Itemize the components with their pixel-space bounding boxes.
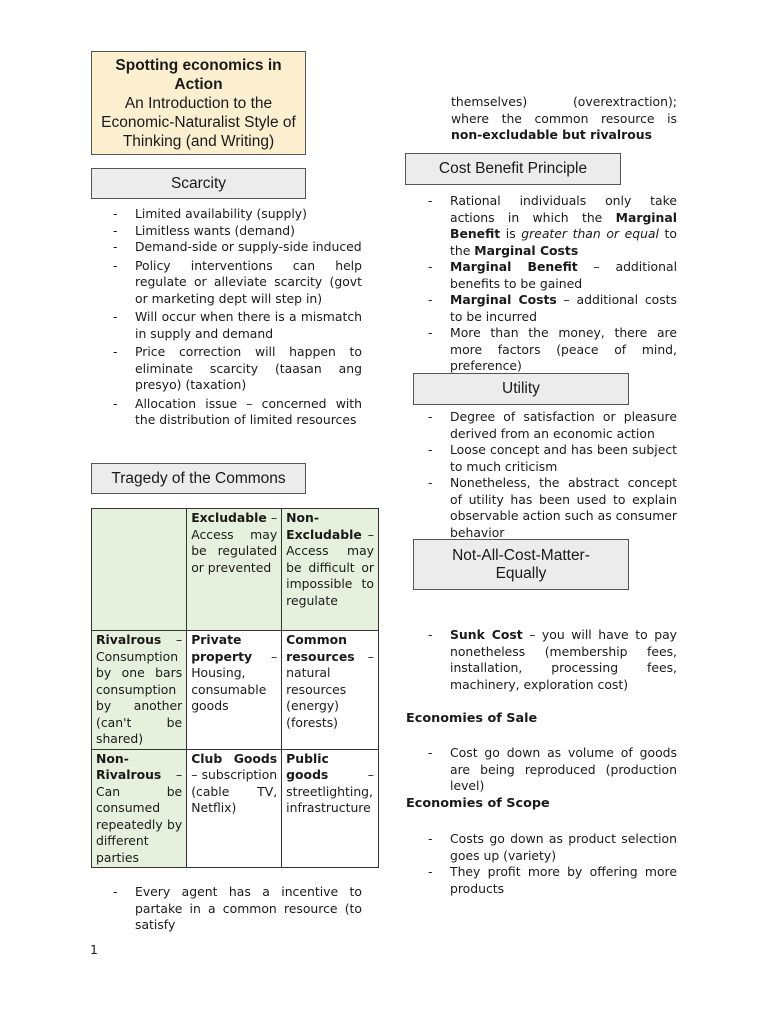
page-number: 1 — [90, 942, 98, 957]
tragedy-heading: Tragedy of the Commons — [91, 463, 306, 494]
sunk-cost-list — [406, 627, 677, 693]
tragedy-list — [91, 884, 362, 934]
list-item: - Demand-side or supply-side induced — [91, 239, 362, 256]
list-item: - Costs go down as product selection goes up (variety) — [406, 831, 677, 864]
not-all-cost-heading: Not-All-Cost-Matter-Equally — [413, 539, 629, 590]
list-item: - They profit more by offering more products — [406, 864, 677, 897]
goods-classification-table — [91, 508, 379, 868]
utility-list — [406, 409, 677, 541]
list-item: - Every agent has a incentive to partake in a common resource (to satisfy — [91, 884, 362, 934]
table-row-header-non-rivalrous: Non-Rivalrous – Can be consumed repeatedly by different parties — [92, 749, 187, 868]
economies-of-sale-heading: Economies of Sale — [406, 711, 538, 726]
list-item: - More than the money, there are more factors (peace of mind, preference) — [406, 325, 677, 375]
list-item: - Marginal Benefit – additional benefits to be gained — [406, 259, 677, 292]
list-item: - Policy interventions can help regulate or alleviate scarcity (govt or marketing dept will step in) — [91, 258, 362, 308]
list-item: - Will occur when there is a mismatch in supply and demand — [91, 309, 362, 342]
list-item: - Allocation issue – concerned with the distribution of limited resources — [91, 396, 362, 429]
list-item: - Limited availability (supply) — [91, 206, 362, 223]
table-cell-club-goods: Club Goods – subscription (cable TV, Netflix) — [187, 749, 282, 868]
scarcity-heading: Scarcity — [91, 168, 306, 199]
list-item: - Limitless wants (demand) — [91, 223, 362, 240]
document-subtitle: An Introduction to the Economic-Naturalist Style of Thinking (and Writing) — [101, 95, 296, 150]
list-item: - Marginal Costs – additional costs to be incurred — [406, 292, 677, 325]
cost-benefit-list — [406, 193, 677, 375]
list-item: - Price correction will happen to eliminate scarcity (taasan ang presyo) (taxation) — [91, 344, 362, 394]
table-cell-common-resources: Common resources – natural resources (energy) (forests) — [282, 631, 379, 750]
table-corner-cell — [92, 509, 187, 631]
list-item: - Cost go down as volume of goods are being reproduced (production level) — [406, 745, 677, 795]
list-item: - Sunk Cost – you will have to pay nonetheless (membership fees, installation, processing fees, machinery, exploration cost) — [406, 627, 677, 693]
table-cell-private-property: Private property – Housing, consumable goods — [187, 631, 282, 750]
economies-of-scope-list — [406, 831, 677, 897]
scarcity-list — [91, 206, 362, 429]
list-item: - Rational individuals only take actions in which the Marginal Benefit is greater than or equal to the Marginal Costs — [406, 193, 677, 259]
document-title: Spotting economics in Action — [115, 57, 282, 93]
table-header-non-excludable: Non-Excludable – Access may be difficult or impossible to regulate — [282, 509, 379, 631]
economies-of-sale-list — [406, 745, 677, 795]
tragedy-bullet-continuation: themselves) (overextraction); where the common resource is non-excludable but rivalrous — [451, 94, 677, 142]
cost-benefit-heading: Cost Benefit Principle — [405, 153, 621, 185]
table-row-header-rivalrous: Rivalrous – Consumption by one bars consumption by another (can't be shared) — [92, 631, 187, 750]
document-title-box — [91, 51, 306, 155]
table-cell-public-goods: Public goods – streetlighting, infrastructure — [282, 749, 379, 868]
utility-heading: Utility — [413, 373, 629, 405]
table-header-excludable: Excludable – Access may be regulated or prevented — [187, 509, 282, 631]
economies-of-scope-heading: Economies of Scope — [406, 796, 550, 811]
list-item: - Degree of satisfaction or pleasure derived from an economic action — [406, 409, 677, 442]
list-item: - Loose concept and has been subject to much criticism — [406, 442, 677, 475]
list-item: - Nonetheless, the abstract concept of utility has been used to explain observable action such as consumer behavior — [406, 475, 677, 541]
